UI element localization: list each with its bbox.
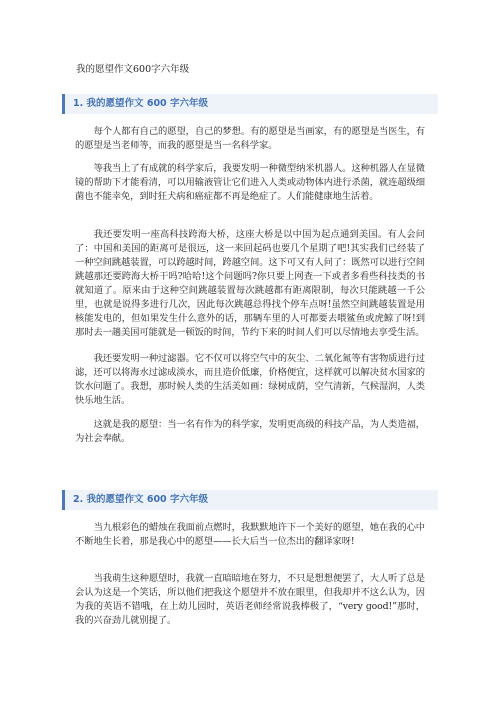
section-1-paragraph-5: 这就是我的愿望：当一名有作为的科学家，发明更高级的科技产品，为人类造福，为社会奉献。 [75,419,425,444]
document-title: 我的愿望作文600字六年级 [76,64,190,75]
section-1-paragraph-1: 每个人都有自己的愿望，自己的梦想。有的愿望是当画家，有的愿望是当医生，有的愿望是当老师等，而我的愿望是当一名科学家。 [75,126,425,151]
section-heading-1-text: 1. 我的愿望作文 600 字六年级 [73,98,208,109]
section-2-paragraph-1: 当九根彩色的蜡烛在我面前点燃时，我默默地许下一个美好的愿望，她在我的心中不断地生长着，那是我心中的愿望——长大后当一位杰出的翻译家呀! [75,522,425,547]
section-2-paragraph-2: 当我萌生这种愿望时，我就一直暗暗地在努力，不只是想想便罢了，大人听了总是会认为这是一个笑话，所以他们把我这个愿望并不放在眼里，但我却并不这么认为，因为我的英语不错哦，在上幼儿园时，英语老师经常说我棒极了，“very good!”那时，我的兴奋劲儿就别提了。 [75,573,425,626]
section-1-paragraph-3: 我还要发明一座高科技跨海大桥，这座大桥是以中国为起点通到美国。有人会问了：中国和美国的距离可是很远，这一来回起码也要几个星期了吧!其实我们已经装了一种空间跳越装置，可以跨越时间，跨越空间。这下可又有人问了：既然可以进行空间跳越那还要跨海大桥干吗?哈哈!这个问题吗?你只要上网查一下或者多看些科技类的书就知道了。原来由于这种空间跳越装置每次跳越都有距离限制，每次只能跳越一千公里，也就是说得多进行几次，因此每次跳越总得找个停车点呀!虽然空间跳越装置是用核能发电的，但如果发生什么意外的话，那辆车里的人可都要去喂鲨鱼或虎鲸了呀!到那时去一趟美国可能就是一顿饭的时间，节约下来的时间人们可以尽情地去享受生活。 [75,229,425,338]
section-heading-2 [62,490,438,510]
section-heading-2-text: 2. 我的愿望作文 600 字六年级 [73,494,208,505]
section-1-paragraph-2: 等我当上了有成就的科学家后，我要发明一种微型纳米机器人。这种机器人在显微镜的帮助下才能看清，可以用输液管让它们进入人类或动物体内进行杀菌，就连超级细菌也不能幸免，到时狂犬病和癌症都不再是绝症了。人们能健康地生活着。 [75,163,425,202]
section-heading-1 [62,94,438,114]
section-1-paragraph-4: 我还要发明一种过滤器。它不仅可以将空气中的灰尘、二氧化氮等有害物质进行过滤，还可以将海水过滤成淡水，而且造价低廉，价格便宜，这样就可以解决贫水国家的饮水问题了。我想，那时候人类的生活美如画：绿树成荫，空气清新，气候湿润，人类快乐地生活。 [75,353,425,406]
